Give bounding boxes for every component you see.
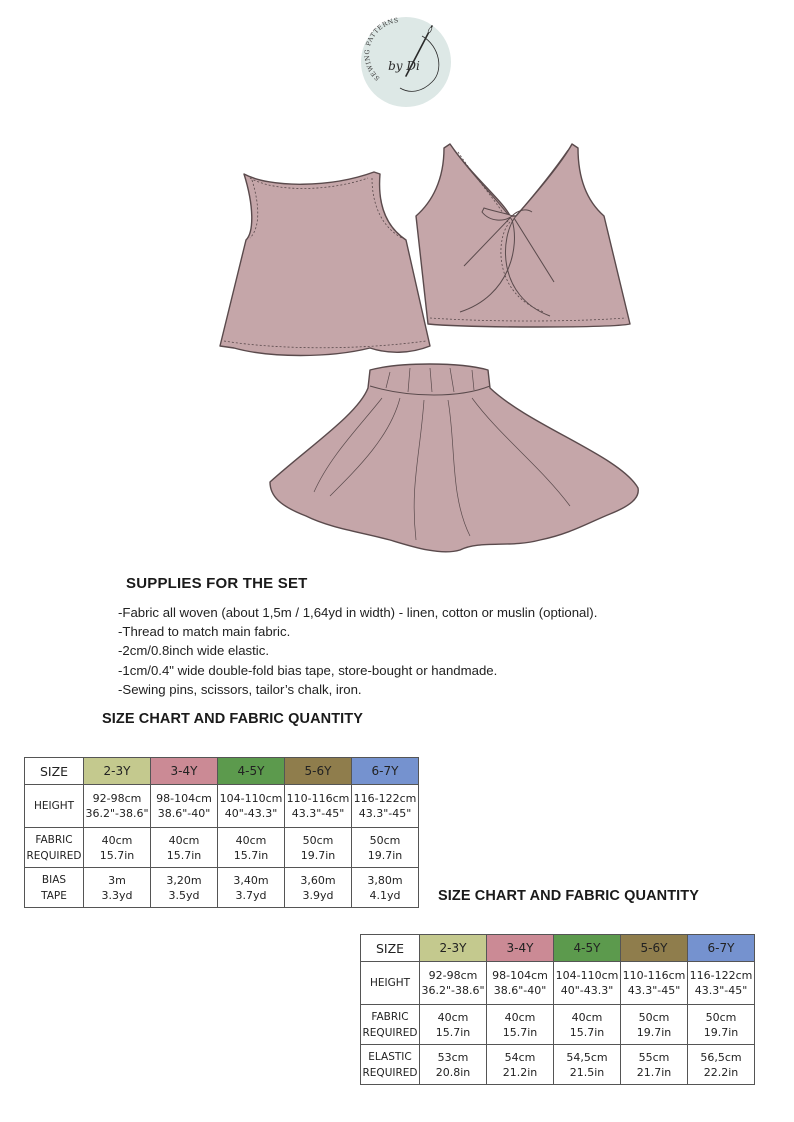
table-cell: 98-104cm 38.6"-40" (487, 962, 554, 1005)
table-row (25, 868, 419, 908)
table-cell: 53cm 20.8in (420, 1045, 487, 1085)
size-4-5y: 4-5Y (554, 935, 621, 962)
supplies-item: -Thread to match main fabric. (118, 624, 291, 640)
logo-arc-text: SEWING PATTERNS (364, 17, 400, 82)
table-row (25, 828, 419, 868)
table-cell: 50cm 19.7in (352, 828, 419, 868)
size-3-4y: 3-4Y (151, 758, 218, 785)
table-cell: 40cm 15.7in (554, 1005, 621, 1045)
size-2-3y: 2-3Y (420, 935, 487, 962)
gathered-skirt-illustration (270, 364, 638, 552)
supplies-item: -1cm/0.4" wide double-fold bias tape, store-bought or handmade. (118, 662, 498, 678)
table-cell: 110-116cm 43.3"-45" (621, 962, 688, 1005)
table-cell: 40cm 15.7in (487, 1005, 554, 1045)
size-label: SIZE (361, 935, 420, 962)
supplies-item: -Fabric all woven (about 1,5m / 1,64yd in width) - linen, cotton or muslin (optional). (118, 605, 598, 620)
size-5-6y: 5-6Y (621, 935, 688, 962)
size-3-4y: 3-4Y (487, 935, 554, 962)
size-5-6y: 5-6Y (285, 758, 352, 785)
table-cell: 3,60m 3.9yd (285, 868, 352, 908)
table-row (361, 1045, 755, 1085)
size-chart-top (24, 757, 419, 908)
size-header-row (25, 758, 419, 785)
table-cell: 50cm 19.7in (688, 1005, 755, 1045)
table-row (361, 1005, 755, 1045)
row-label-bias-tape: BIAS TAPE (25, 868, 84, 908)
table-cell: 54,5cm 21.5in (554, 1045, 621, 1085)
size-chart-bottom (360, 934, 755, 1085)
table-cell: 50cm 19.7in (285, 828, 352, 868)
sleeveless-top-illustration (220, 172, 430, 356)
size-header-row (361, 935, 755, 962)
size-chart-title-bottom: SIZE CHART AND FABRIC QUANTITY (438, 888, 700, 904)
size-6-7y: 6-7Y (352, 758, 419, 785)
garment-illustration (210, 136, 650, 576)
logo-name: by Di (388, 59, 420, 73)
size-4-5y: 4-5Y (218, 758, 285, 785)
size-chart-title-top: SIZE CHART AND FABRIC QUANTITY (102, 711, 364, 727)
table-cell: 92-98cm 36.2"-38.6" (420, 962, 487, 1005)
table-cell: 40cm 15.7in (84, 828, 151, 868)
table-cell: 50cm 19.7in (621, 1005, 688, 1045)
table-cell: 40cm 15.7in (218, 828, 285, 868)
table-cell: 104-110cm 40"-43.3" (554, 962, 621, 1005)
table-cell: 3,80m 4.1yd (352, 868, 419, 908)
size-6-7y: 6-7Y (688, 935, 755, 962)
supplies-title: SUPPLIES FOR THE SET (126, 575, 308, 592)
size-label: SIZE (25, 758, 84, 785)
table-cell: 116-122cm 43.3"-45" (688, 962, 755, 1005)
table-row (361, 962, 755, 1005)
table-cell: 40cm 15.7in (151, 828, 218, 868)
table-cell: 3,40m 3.7yd (218, 868, 285, 908)
table-cell: 54cm 21.2in (487, 1045, 554, 1085)
table-cell: 40cm 15.7in (420, 1005, 487, 1045)
table-cell: 104-110cm 40"-43.3" (218, 785, 285, 828)
row-label-height: HEIGHT (25, 785, 84, 828)
supplies-list (118, 603, 597, 699)
table-cell: 98-104cm 38.6"-40" (151, 785, 218, 828)
wrap-top-illustration (416, 144, 630, 327)
table-row (25, 785, 419, 828)
table-cell: 56,5cm 22.2in (688, 1045, 755, 1085)
supplies-item: -2cm/0.8inch wide elastic. (118, 643, 269, 659)
row-label-fabric: FABRIC REQUIRED (25, 828, 84, 868)
size-2-3y: 2-3Y (84, 758, 151, 785)
table-cell: 3,20m 3.5yd (151, 868, 218, 908)
row-label-elastic: ELASTIC REQUIRED (361, 1045, 420, 1085)
brand-logo (360, 16, 452, 108)
table-cell: 92-98cm 36.2"-38.6" (84, 785, 151, 828)
row-label-height: HEIGHT (361, 962, 420, 1005)
supplies-item: -Sewing pins, scissors, tailor’s chalk, iron. (118, 681, 362, 697)
row-label-fabric: FABRIC REQUIRED (361, 1005, 420, 1045)
table-cell: 55cm 21.7in (621, 1045, 688, 1085)
table-cell: 110-116cm 43.3"-45" (285, 785, 352, 828)
table-cell: 116-122cm 43.3"-45" (352, 785, 419, 828)
table-cell: 3m 3.3yd (84, 868, 151, 908)
